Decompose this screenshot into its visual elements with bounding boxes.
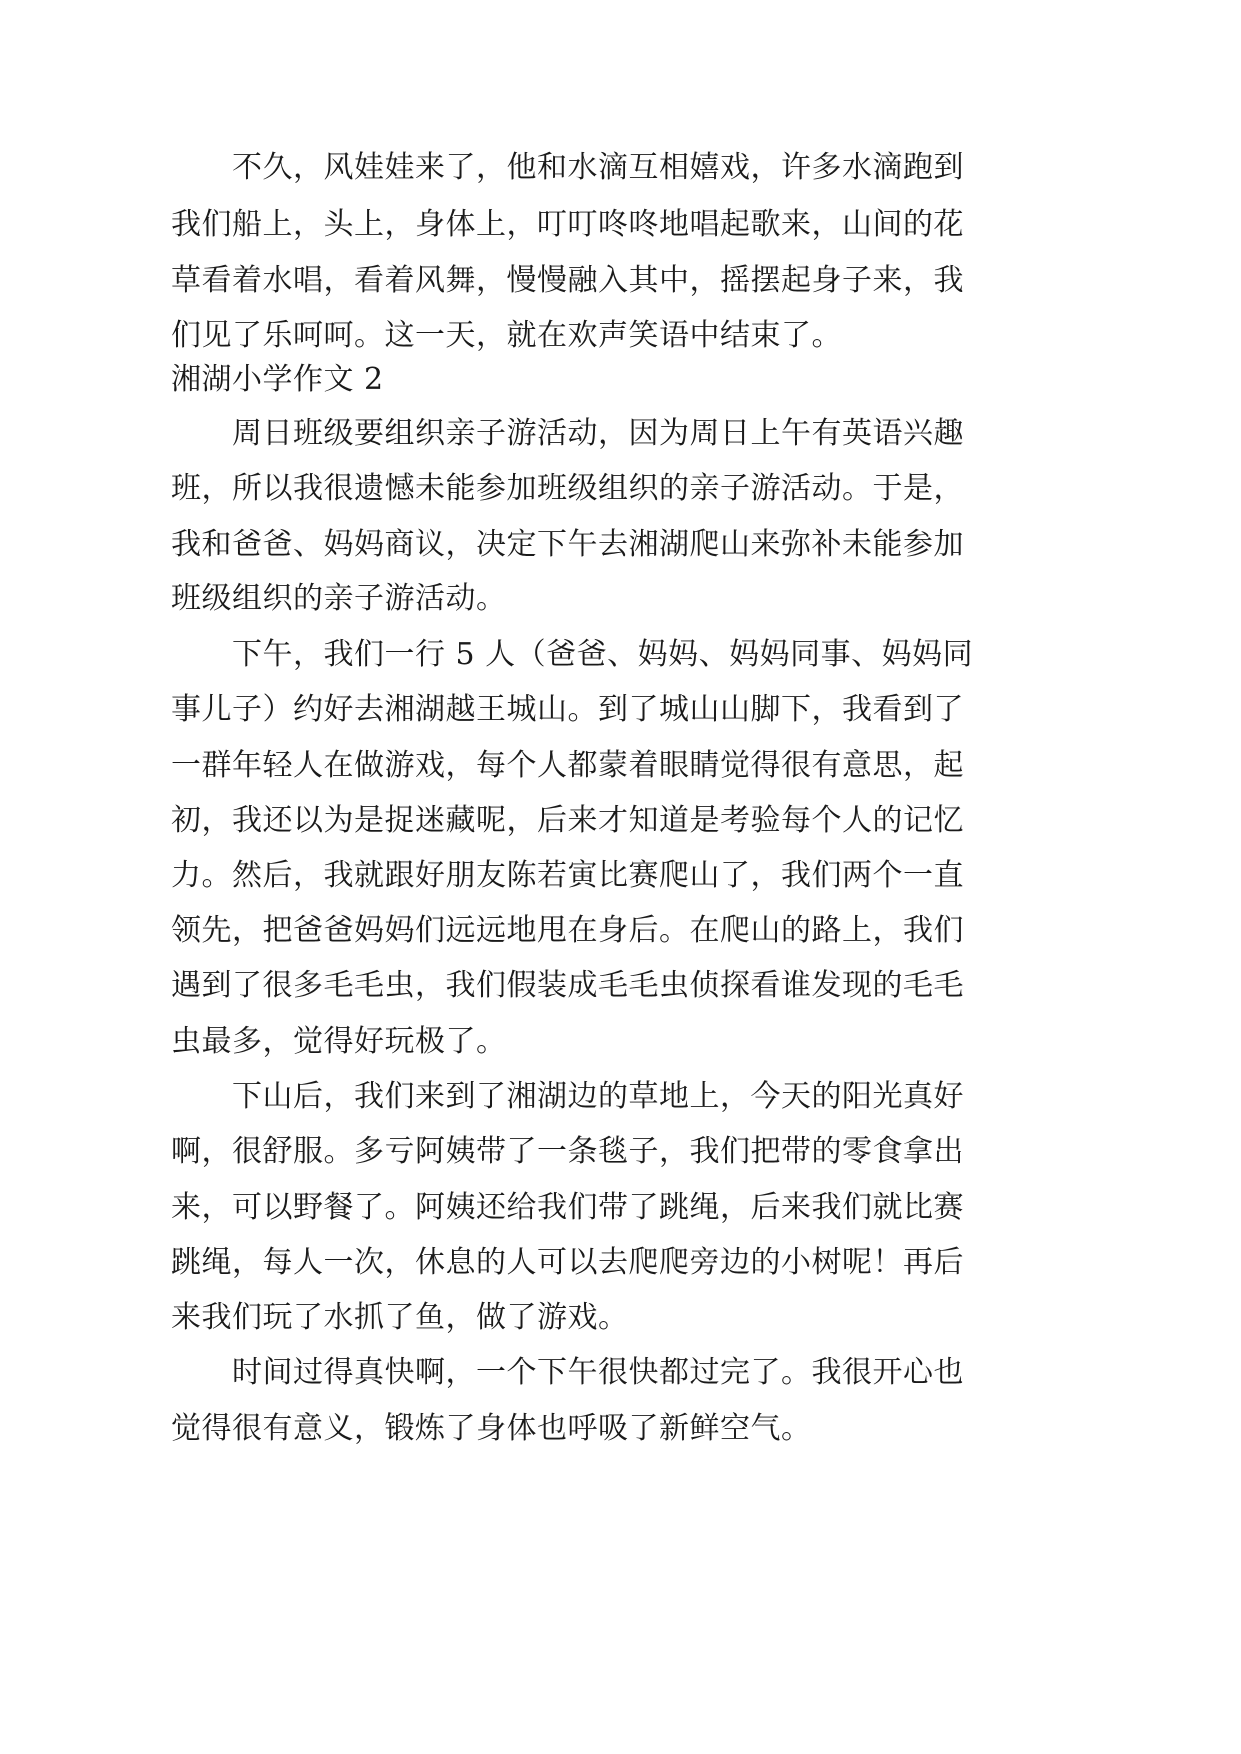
paragraph-line: 下山后，我们来到了湘湖边的草地上，今天的阳光真好 bbox=[232, 1079, 964, 1114]
paragraph-line: 领先，把爸爸妈妈们远远地甩在身后。在爬山的路上，我们 bbox=[171, 913, 964, 948]
paragraph-line: 时间过得真快啊，一个下午很快都过完了。我很开心也 bbox=[232, 1355, 964, 1390]
paragraph-line: 来我们玩了水抓了鱼，做了游戏。 bbox=[171, 1300, 629, 1335]
paragraph-line: 班，所以我很遗憾未能参加班级组织的亲子游活动。于是， bbox=[171, 471, 964, 506]
paragraph-line: 们见了乐呵呵。这一天，就在欢声笑语中结束了。 bbox=[171, 318, 842, 353]
paragraph-line: 我和爸爸、妈妈商议，决定下午去湘湖爬山来弥补未能参加 bbox=[171, 527, 964, 562]
paragraph-line: 班级组织的亲子游活动。 bbox=[171, 581, 507, 616]
paragraph-line: 虫最多，觉得好玩极了。 bbox=[171, 1024, 507, 1059]
paragraph-line: 周日班级要组织亲子游活动，因为周日上午有英语兴趣 bbox=[232, 416, 964, 451]
paragraph-line: 觉得很有意义，锻炼了身体也呼吸了新鲜空气。 bbox=[171, 1411, 812, 1446]
paragraph-line: 一群年轻人在做游戏，每个人都蒙着眼睛觉得很有意思，起 bbox=[171, 748, 964, 783]
paragraph-line: 力。然后，我就跟好朋友陈若寅比赛爬山了，我们两个一直 bbox=[171, 858, 964, 893]
paragraph-line: 不久，风娃娃来了，他和水滴互相嬉戏，许多水滴跑到 bbox=[232, 150, 964, 185]
paragraph-line: 草看着水唱，看着风舞，慢慢融入其中，摇摆起身子来，我 bbox=[171, 263, 964, 298]
paragraph-line: 遇到了很多毛毛虫，我们假装成毛毛虫侦探看谁发现的毛毛 bbox=[171, 968, 964, 1003]
paragraph-line: 跳绳，每人一次，休息的人可以去爬爬旁边的小树呢！再后 bbox=[171, 1245, 964, 1280]
paragraph-line: 下午，我们一行 5 人（爸爸、妈妈、妈妈同事、妈妈同 bbox=[232, 637, 974, 672]
section-heading: 湘湖小学作文 2 bbox=[171, 362, 384, 397]
paragraph-line: 啊，很舒服。多亏阿姨带了一条毯子，我们把带的零食拿出 bbox=[171, 1134, 964, 1169]
paragraph-line: 初，我还以为是捉迷藏呢，后来才知道是考验每个人的记忆 bbox=[171, 803, 964, 838]
paragraph-line: 事儿子）约好去湘湖越王城山。到了城山山脚下，我看到了 bbox=[171, 692, 964, 727]
paragraph-line: 我们船上，头上，身体上，叮叮咚咚地唱起歌来，山间的花 bbox=[171, 207, 964, 242]
paragraph-line: 来，可以野餐了。阿姨还给我们带了跳绳，后来我们就比赛 bbox=[171, 1190, 964, 1225]
